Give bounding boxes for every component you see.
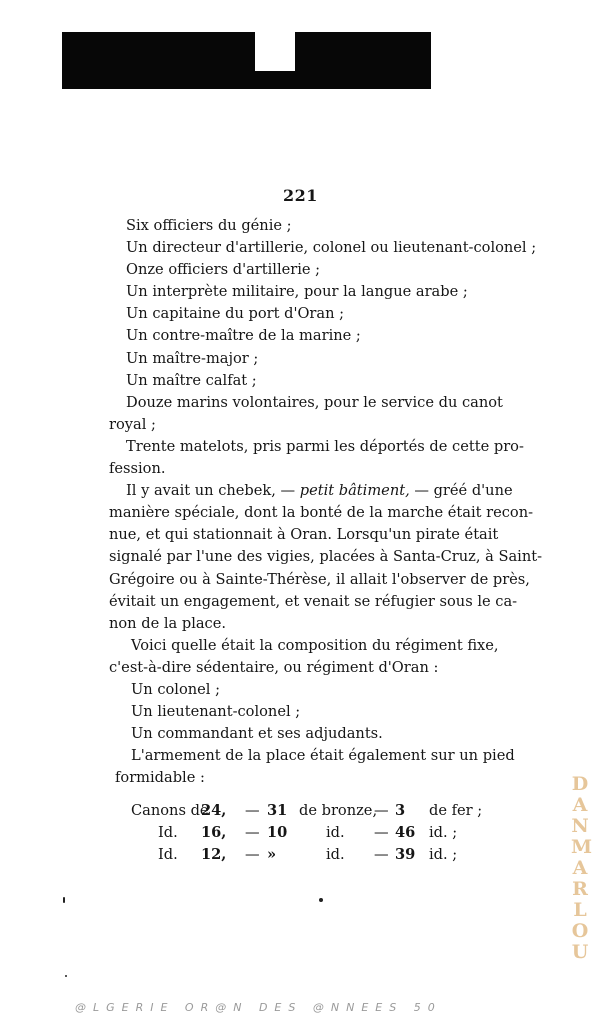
canons-cell-m1: de bronze, (299, 802, 378, 819)
canons-cell-n2: 46 (395, 824, 416, 841)
text-segment: — gréé d'une (409, 482, 513, 500)
canons-cell-m2: id. ; (429, 824, 458, 841)
canons-cell-m1: id. (326, 824, 345, 841)
canons-cell-cal: 16, (201, 824, 227, 841)
text-emphasis: petit bâtiment, (299, 482, 410, 500)
canons-cell-label: Id. (158, 824, 178, 841)
text-line: Un capitaine du port d'Oran ; (126, 305, 345, 323)
canons-row (131, 844, 471, 866)
text-line: Douze marins volontaires, pour le service du canot (126, 393, 503, 411)
text-line: Un interprète militaire, pour la langue arabe ; (126, 283, 468, 301)
canons-cell-d1: — (245, 846, 260, 863)
text-line: évitait un engagement, et venait se réfugier sous le ca- (109, 592, 518, 610)
canons-cell-n1: 10 (267, 824, 288, 841)
canons-cell-d2: — (374, 846, 389, 863)
text-line: c'est-à-dire sédentaire, ou régiment d'Oran : (109, 658, 439, 676)
text-line: Un maître-major ; (126, 349, 259, 367)
text-line: Trente matelots, pris parmi les déportés de cette pro- (126, 437, 524, 455)
header-white-patch (255, 32, 295, 71)
canons-cell-m2: id. ; (429, 846, 458, 863)
canons-cell-label: Id. (158, 846, 178, 863)
text-line: Un maître calfat ; (126, 371, 257, 389)
canons-cell-label: Canons de (131, 802, 209, 819)
speck-dot (319, 898, 323, 902)
text-segment: Il y avait un chebek, — (126, 482, 300, 500)
header-black-bar (62, 32, 431, 89)
canons-cell-cal: 12, (201, 846, 227, 863)
text-line: signalé par l'une des vigies, placées à Santa-Cruz, à Saint- (109, 548, 543, 566)
canons-cell-d2: — (374, 802, 389, 819)
watermark-bottom: @LGERIE OR@N DES @NNEES 50 (75, 1001, 442, 1014)
text-line: Un colonel ; (131, 680, 221, 698)
text-line: Un commandant et ses adjudants. (131, 725, 383, 743)
text-line: fession. (109, 460, 166, 478)
text-line: Grégoire ou à Sainte-Thérèse, il allait l'observer de près, (109, 570, 530, 588)
canons-cell-d2: — (374, 824, 389, 841)
canons-cell-n1: » (267, 846, 277, 863)
body-text (109, 215, 543, 789)
text-line: formidable : (115, 769, 205, 787)
watermark-vertical: DANMARLOU (571, 773, 592, 963)
canons-cell-d1: — (245, 824, 260, 841)
text-line: Six officiers du génie ; (126, 217, 292, 234)
text-line: Un directeur d'artillerie, colonel ou lieutenant-colonel ; (126, 239, 537, 257)
text-line: Onze officiers d'artillerie ; (126, 261, 321, 279)
text-line: non de la place. (109, 614, 227, 632)
canons-cell-m1: id. (326, 846, 345, 863)
text-line: nue, et qui stationnait à Oran. Lorsqu'un pirate était (109, 526, 499, 544)
text-line: Un lieutenant-colonel ; (131, 703, 301, 721)
canons-table (131, 800, 483, 866)
canons-row (131, 822, 471, 844)
text-line: Voici quelle était la composition du régiment fixe, (131, 636, 499, 654)
text-line: L'armement de la place était également sur un pied (131, 747, 515, 765)
speck-mark (65, 975, 67, 977)
canons-cell-n2: 3 (395, 802, 406, 819)
canons-cell-cal: 24, (201, 802, 227, 819)
text-line: manière spéciale, dont la bonté de la marche était recon- (109, 504, 534, 522)
canons-cell-n2: 39 (395, 846, 416, 863)
canons-cell-m2: de fer ; (429, 802, 483, 819)
canons-cell-n1: 31 (267, 802, 288, 819)
text-line: royal ; (109, 415, 156, 433)
text-line (109, 480, 513, 502)
page-number: 221 (283, 186, 318, 205)
canons-cell-d1: — (245, 802, 260, 819)
canons-row (131, 800, 483, 822)
speck-mark (63, 897, 65, 903)
text-line: Un contre-maître de la marine ; (126, 327, 361, 345)
